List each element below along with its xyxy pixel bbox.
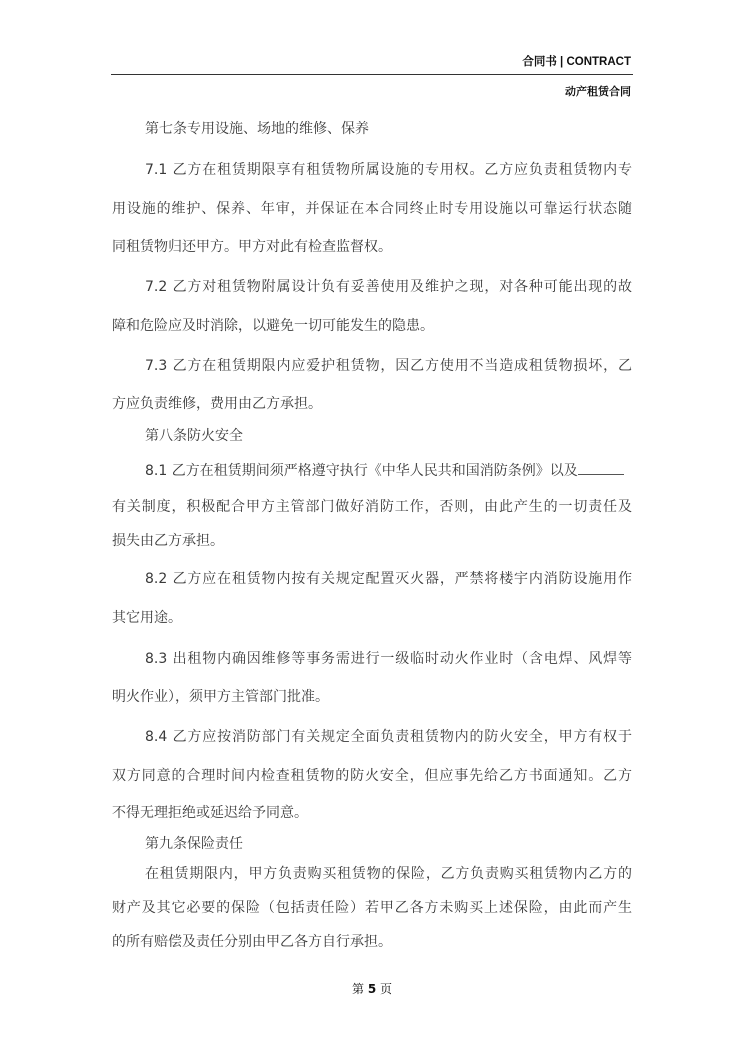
paragraph-line: 8.2 乙方应在租赁物内按有关规定配置灭火器，严禁将楼宇内消防设施用作 bbox=[145, 571, 632, 587]
paragraph-line: 财产及其它必要的保险（包括责任险）若甲乙各方未购买上述保险，由此而产生 bbox=[112, 900, 632, 916]
paragraph-line: 方应负责维修，费用由乙方承担。 bbox=[112, 396, 322, 412]
article-7-heading: 第七条专用设施、场地的维修、保养 bbox=[145, 121, 369, 137]
paragraph-line: 7.2 乙方对租赁物附属设计负有妥善使用及维护之现，对各种可能出现的故 bbox=[145, 279, 632, 295]
header-title: 合同书 | CONTRACT bbox=[522, 56, 631, 68]
article-8-heading: 第八条防火安全 bbox=[145, 428, 243, 444]
paragraph-line: 7.1 乙方在租赁期限享有租赁物所属设施的专用权。乙方应负责租赁物内专 bbox=[145, 162, 632, 178]
paragraph-line: 损失由乙方承担。 bbox=[112, 533, 224, 549]
paragraph-line: 8.3 出租物内确因维修等事务需进行一级临时动火作业时（含电焊、风焊等 bbox=[145, 651, 632, 667]
page-footer-suffix: 页 bbox=[380, 982, 393, 996]
paragraph-line: 的所有赔偿及责任分别由甲乙各方自行承担。 bbox=[112, 934, 392, 950]
paragraph-line: 有关制度，积极配合甲方主管部门做好消防工作，否则，由此产生的一切责任及 bbox=[112, 499, 632, 515]
paragraph-line: 8.4 乙方应按消防部门有关规定全面负责租赁物内的防火安全，甲方有权于 bbox=[145, 729, 632, 745]
paragraph-line: 其它用途。 bbox=[112, 610, 182, 626]
paragraph-line: 同租赁物归还甲方。甲方对此有检查监督权。 bbox=[112, 239, 392, 255]
paragraph-line: 明火作业），须甲方主管部门批准。 bbox=[112, 689, 329, 705]
page-number: 5 bbox=[367, 982, 377, 996]
paragraph-line: 双方同意的合理时间内检查租赁物的防火安全，但应事先给乙方书面通知。乙方 bbox=[112, 768, 632, 784]
paragraph-line: 在租赁期限内，甲方负责购买租赁物的保险，乙方负责购买租赁物内乙方的 bbox=[145, 866, 632, 882]
header-rule bbox=[111, 74, 633, 75]
article-9-heading: 第九条保险责任 bbox=[145, 836, 243, 852]
paragraph-line-text: 8.1 乙方在租赁期间须严格遵守执行《中华人民共和国消防条例》以及 bbox=[145, 463, 578, 479]
paragraph-line: 不得无理拒绝或延迟给予同意。 bbox=[112, 805, 308, 821]
paragraph-line: 用设施的维护、保养、年审，并保证在本合同终止时专用设施以可靠运行状态随 bbox=[112, 201, 632, 217]
page-footer-prefix: 第 bbox=[351, 982, 364, 996]
paragraph-line: 7.3 乙方在租赁期限内应爱护租赁物，因乙方使用不当造成租赁物损坏，乙 bbox=[145, 358, 632, 374]
paragraph-line: 障和危险应及时消除，以避免一切可能发生的隐患。 bbox=[112, 318, 434, 334]
header-subtitle: 动产租赁合同 bbox=[565, 85, 631, 98]
page-footer bbox=[0, 980, 744, 997]
blank-field bbox=[578, 460, 624, 475]
paragraph-line-with-blank bbox=[145, 460, 632, 481]
